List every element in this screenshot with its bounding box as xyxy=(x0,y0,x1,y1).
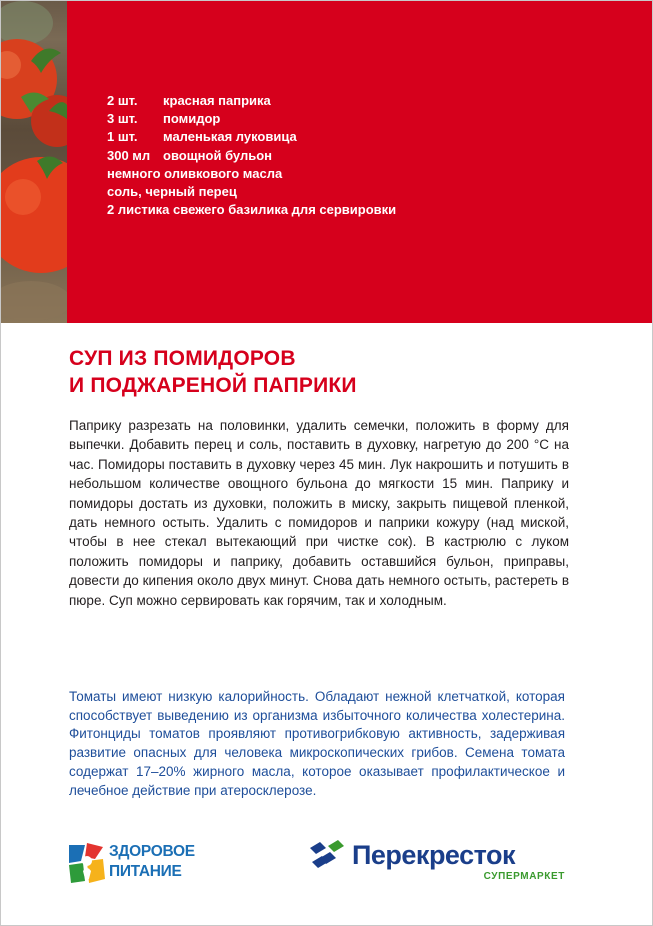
healthy-food-line1: ЗДОРОВОЕ xyxy=(109,843,195,860)
ingredient-item: немного оливкового масла xyxy=(107,165,283,181)
ingredient-qty: 300 мл xyxy=(107,147,151,163)
perekrestok-name: Перекресток xyxy=(352,840,515,870)
ingredient-row xyxy=(107,165,396,183)
healthy-food-logo-icon xyxy=(67,841,107,885)
ingredient-item: маленькая луковица xyxy=(163,129,297,145)
ingredient-row xyxy=(107,110,396,128)
healthy-food-line2: ПИТАНИЕ xyxy=(109,863,182,880)
ingredient-row xyxy=(107,201,396,219)
ingredient-row xyxy=(107,183,396,201)
recipe-title xyxy=(69,345,357,399)
healthy-food-logo-text xyxy=(109,842,195,882)
ingredient-item: соль, черный перец xyxy=(107,184,237,200)
healthy-food-logo xyxy=(67,839,202,889)
tomato-illustration-icon xyxy=(1,1,67,323)
ingredient-qty: 2 шт. xyxy=(107,93,138,108)
tomato-photo xyxy=(1,1,67,323)
perekrestok-logo xyxy=(308,837,568,889)
perekrestok-logo-icon xyxy=(308,840,346,872)
ingredients-list xyxy=(107,92,396,219)
recipe-instructions: Паприку разрезать на половинки, удалить семечки, положить в форму для выпечки. Добавить перец и соль, поставить в духовку, нагретую до 200 °С на час. Помидоры поставить в духовку через 45 мин. Лук накрошить и потушить в небольшом количестве овощного бульона до мягкости 15 мин. Паприку и помидоры достать из духовки, положить в миску, закрыть пищевой пленкой, дать немного остыть. Удалить с помидоров и паприки кожуру (над миской, чтобы в нее стекал вытекающий при чистке сок). В кастрюлю с луком положить помидоры и паприку, добавить оставшийся бульон, приправы, довести до кипения около двух минут. Снова дать немного остыть, растереть в пюре. Суп можно сервировать как горячим, так и холодным. xyxy=(69,418,569,608)
ingredient-item: овощной бульон xyxy=(163,147,273,163)
ingredient-row xyxy=(107,92,396,110)
header-band xyxy=(1,1,652,323)
ingredient-qty: 1 шт. xyxy=(107,129,138,145)
ingredient-item: помидор xyxy=(163,111,221,127)
ingredient-qty: 3 шт. xyxy=(107,111,138,127)
ingredient-item: красная паприка xyxy=(163,93,271,108)
recipe-title-line1: СУП ИЗ ПОМИДОРОВ xyxy=(69,347,296,370)
ingredient-row xyxy=(107,147,396,165)
perekrestok-subtitle: СУПЕРМАРКЕТ xyxy=(483,871,565,882)
nutrition-note: Томаты имеют низкую калорийность. Обладают нежной клетчаткой, которая способствует выведению из организма избыточного количества холестерина. Фитонциды томатов проявляют противогрибковую активность, задерживая развитие опасных для человека микроскопических грибов. Семена томата содержат 17–20% жирного масла, которое оказывает профилактическое и лечебное действие при атеросклерозе. xyxy=(69,689,565,798)
recipe-title-line2: И ПОДЖАРЕНОЙ ПАПРИКИ xyxy=(69,374,357,397)
ingredient-row xyxy=(107,128,396,146)
ingredient-item: 2 листика свежего базилика для сервировки xyxy=(107,202,397,218)
